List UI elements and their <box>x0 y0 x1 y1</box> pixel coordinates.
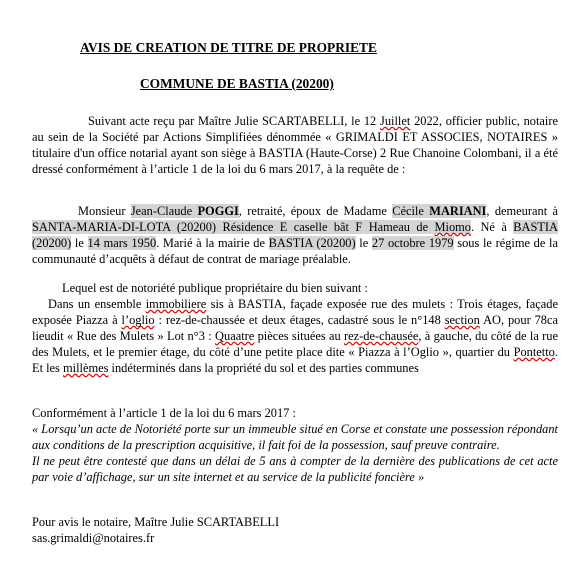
property-text-c: sis à BASTIA, façade exposée rue des mulets : Trois étages, façade exposée Piazza à <box>32 297 558 327</box>
property-text-e: : rez-de-chaussée et deux étages, cadastré sous le n°148 <box>154 313 445 327</box>
deed-month: Juillet <box>380 114 411 128</box>
residence-hamlet: Miomo <box>434 220 471 234</box>
property-text-m: . Et les <box>32 345 558 375</box>
signature-block <box>32 514 558 546</box>
property-section: section <box>444 313 480 327</box>
law-quote-1: « Lorsqu’un acte de Notoriété porte sur un immeuble situé en Corse et constate une possession répondant aux conditions de la prescription acquisitive, il fait foi de la possession, sauf preuve contraire. <box>32 422 558 452</box>
birth-date-prefix: le <box>71 236 88 250</box>
marriage-regime: sous le régime de la communauté d’acquêts à défaut de contrat de mariage préalable. <box>32 236 558 266</box>
spouse-lastname: MARIANI <box>429 204 487 218</box>
property-typo-oglio: l’oglio <box>121 313 155 327</box>
deed-text-rest: 2022, officier public, notaire au sein de la Société par Actions Simplifiées dénommée « GRIMALDI ET ASSOCIES, NOTAIRES » titulaire d'un office notarial ayant son siège à BASTIA (Haute-Corse) 2 Rue Chanoine Colombani, il a été dressé conformément à l’article 1 de la loi du 6 mars 2017, à la requête de : <box>32 114 558 176</box>
requester-prefix: Monsieur <box>78 204 131 218</box>
signature-line: Pour avis le notaire, Maître Julie SCARTABELLI <box>32 515 280 529</box>
property-text-k: , à gauche, du côté de la rue des Mulets, et le premier étage, du côté d’une petite place dite « Piazza à l’Oglio », quartier du <box>32 329 558 359</box>
property-typo-quaatre: Quaatre <box>215 329 255 343</box>
property-text-a: Dans un ensemble <box>48 297 146 311</box>
birth-prefix: . Né à <box>470 220 514 234</box>
paragraph-law <box>32 405 558 485</box>
marriage-date: 27 octobre 1979 <box>371 236 454 250</box>
marriage-prefix: . Marié à la mairie de <box>156 236 269 250</box>
paragraph-property <box>32 280 558 376</box>
document-title: AVIS DE CREATION DE TITRE DE PROPRIETE <box>80 40 377 55</box>
marriage-date-prefix: le <box>355 236 372 250</box>
birth-place: BASTIA (20200) <box>32 220 558 250</box>
property-text-o: indéterminés dans la propriété du sol et des parties communes <box>108 361 419 375</box>
law-quote-2: Il ne peut être contesté que dans un délai de 5 ans à compter de la dernière des publications de cet acte par voie d’affichage, sur un site internet et au service de la publicité foncière » <box>32 454 558 484</box>
property-typo-millemes: millèmes <box>62 361 109 375</box>
birth-date: 14 mars 1950 <box>87 236 157 250</box>
property-typo-rezdechausee: rez-de-chausée <box>344 329 419 343</box>
property-text-i: pièces situées au <box>254 329 345 343</box>
property-text-g: AO, pour 78ca lieudit « Rue des Mulets » Lot n°3 : <box>32 313 559 343</box>
document-subtitle: COMMUNE DE BASTIA (20200) <box>140 76 334 91</box>
marriage-place: BASTIA (20200) <box>268 236 356 250</box>
property-typo-immobiliere: immobiliere <box>145 297 207 311</box>
requester-lastname: POGGI <box>197 204 239 218</box>
law-reference: Conformément à l’article 1 de la loi du 6 mars 2017 : <box>32 406 296 420</box>
residence-prefix: , demeurant à <box>486 204 559 218</box>
deed-text-start: Suivant acte reçu par Maître Julie SCARTABELLI, le 12 <box>88 114 381 128</box>
residence-address: SANTA-MARIA-DI-LOTA (20200) Résidence E caselle bât F Hameau de <box>32 220 429 234</box>
property-intro: Lequel est de notoriété publique propriétaire du bien suivant : <box>62 281 368 295</box>
requester-spouse-prefix: , retraité, époux de Madame <box>238 204 393 218</box>
spouse-firstname: Cécile <box>392 204 424 218</box>
property-typo-pontetto: Pontetto <box>513 345 555 359</box>
paragraph-requester <box>32 203 558 267</box>
requester-firstname: Jean-Claude <box>130 204 193 218</box>
paragraph-deed <box>32 113 558 177</box>
contact-email: sas.grimaldi@notaires.fr <box>32 531 155 545</box>
